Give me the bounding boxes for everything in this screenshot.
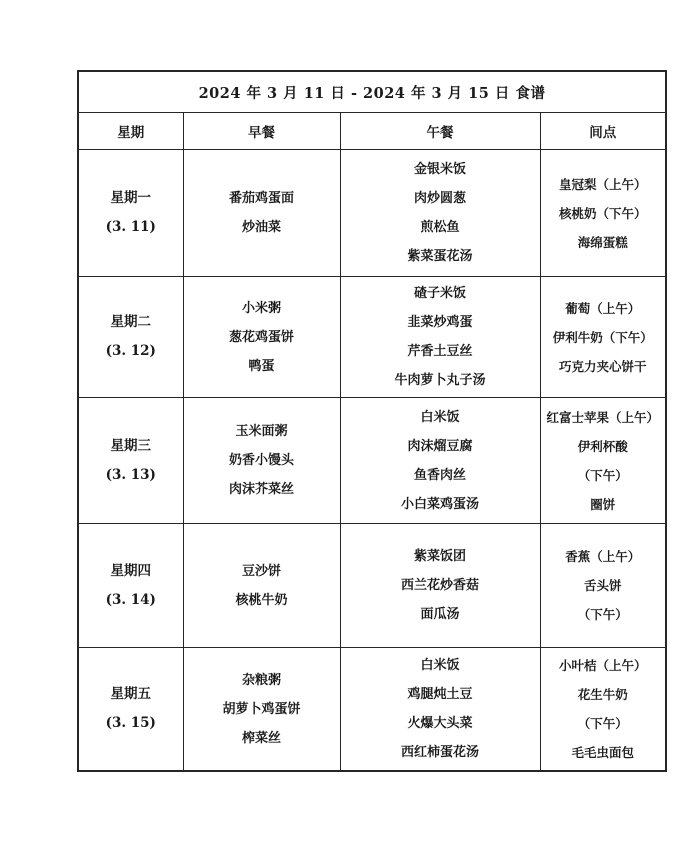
- snack-item: 毛毛虫面包: [571, 745, 635, 760]
- snack-item: 葡萄（上午）: [565, 300, 641, 316]
- lunch-item: 金银米饭: [413, 162, 466, 177]
- lunch-item: 碴子米饭: [413, 286, 466, 301]
- breakfast-item: 鸭蛋: [248, 358, 275, 374]
- snack-cell: [540, 277, 666, 398]
- lunch-item: 小白菜鸡蛋汤: [400, 496, 479, 512]
- lunch-item: 肉炒圆葱: [413, 191, 466, 206]
- day-cell: [78, 398, 183, 524]
- snack-item: 圈饼: [590, 496, 616, 512]
- lunch-item: 牛肉萝卜丸子汤: [394, 373, 486, 388]
- lunch-cell: [340, 277, 540, 398]
- breakfast-item: 核桃牛奶: [235, 592, 288, 608]
- breakfast-item: 小米粥: [241, 300, 281, 316]
- breakfast-item: 胡萝卜鸡蛋饼: [222, 701, 301, 717]
- lunch-item: 西红柿蛋花汤: [400, 745, 479, 760]
- day-cell: [78, 150, 183, 277]
- menu-table: [77, 70, 667, 772]
- table-row-friday: [78, 648, 666, 772]
- breakfast-cell: [183, 524, 340, 648]
- lunch-cell: [340, 524, 540, 648]
- lunch-item: 韭菜炒鸡蛋: [407, 315, 473, 330]
- lunch-item: 西兰花炒香菇: [400, 578, 479, 593]
- snack-cell: [540, 398, 666, 524]
- day-cell: [78, 648, 183, 772]
- date-label: (3. 15): [105, 715, 156, 731]
- snack-item: 核桃奶（下午）: [559, 205, 647, 221]
- snack-item: 海绵蛋糕: [577, 234, 628, 250]
- snack-item: 伊利杯酸: [577, 438, 628, 454]
- table-row-monday: [78, 150, 666, 277]
- lunch-cell: [340, 648, 540, 772]
- lunch-item: 紫菜饭团: [413, 549, 466, 564]
- table-row-wednesday: [78, 398, 666, 524]
- table-row-tuesday: [78, 277, 666, 398]
- snack-item: 红富士苹果（上午）: [546, 409, 660, 425]
- snack-cell: [540, 648, 666, 772]
- breakfast-item: 榨菜丝: [241, 730, 281, 746]
- lunch-item: 鱼香肉丝: [413, 467, 466, 483]
- lunch-item: 火爆大头菜: [407, 716, 473, 731]
- snack-item: 香蕉（上午）: [565, 549, 641, 564]
- snack-item: （下午）: [577, 467, 628, 483]
- header-snack: 间点: [540, 113, 666, 150]
- breakfast-cell: [183, 150, 340, 277]
- date-label: (3. 14): [105, 591, 156, 608]
- snack-item: 巧克力夹心饼干: [559, 358, 647, 374]
- snack-item: 小叶桔（上午）: [559, 658, 647, 673]
- header-breakfast: 早餐: [183, 113, 340, 150]
- header-lunch: 午餐: [340, 113, 540, 150]
- breakfast-item: 炒油菜: [241, 220, 281, 235]
- lunch-item: 煎松鱼: [420, 220, 460, 235]
- header-day: 星期: [78, 113, 183, 150]
- lunch-item: 鸡腿炖土豆: [407, 687, 473, 702]
- lunch-item: 肉沫熘豆腐: [407, 438, 473, 454]
- snack-item: 皇冠梨（上午）: [559, 176, 647, 192]
- lunch-item: 面瓜汤: [420, 607, 460, 622]
- date-label: (3. 13): [105, 466, 156, 483]
- breakfast-cell: [183, 277, 340, 398]
- breakfast-item: 奶香小馒头: [228, 453, 294, 468]
- day-label: 星期二: [110, 314, 151, 330]
- lunch-cell: [340, 398, 540, 524]
- breakfast-cell: [183, 648, 340, 772]
- breakfast-item: 葱花鸡蛋饼: [228, 329, 294, 345]
- header-row: [78, 113, 666, 150]
- day-label: 星期五: [110, 686, 151, 702]
- day-label: 星期四: [110, 562, 151, 579]
- lunch-item: 白米饭: [420, 409, 460, 425]
- day-label: 星期一: [110, 190, 151, 206]
- table-row-thursday: [78, 524, 666, 648]
- page-title: 2024 年 3 月 11 日 - 2024 年 3 月 15 日 食谱: [78, 71, 666, 113]
- snack-item: （下午）: [577, 716, 628, 731]
- lunch-cell: [340, 150, 540, 277]
- snack-item: 舌头饼: [584, 578, 622, 593]
- breakfast-item: 番茄鸡蛋面: [228, 191, 294, 206]
- day-cell: [78, 277, 183, 398]
- breakfast-item: 豆沙饼: [241, 563, 281, 579]
- lunch-item: 紫菜蛋花汤: [407, 249, 473, 264]
- date-label: (3. 11): [105, 219, 156, 235]
- lunch-item: 芹香土豆丝: [407, 344, 473, 359]
- lunch-item: 白米饭: [420, 658, 460, 673]
- breakfast-item: 玉米面粥: [235, 424, 288, 439]
- breakfast-cell: [183, 398, 340, 524]
- breakfast-item: 杂粮粥: [241, 672, 281, 688]
- snack-item: 花生牛奶: [577, 687, 628, 702]
- snack-cell: [540, 524, 666, 648]
- day-label: 星期三: [110, 437, 151, 454]
- breakfast-item: 肉沫芥菜丝: [228, 482, 294, 497]
- date-label: (3. 12): [105, 343, 156, 359]
- snack-item: （下午）: [577, 607, 628, 622]
- snack-item: 伊利牛奶（下午）: [552, 329, 653, 345]
- title-row: [78, 71, 666, 113]
- snack-cell: [540, 150, 666, 277]
- day-cell: [78, 524, 183, 648]
